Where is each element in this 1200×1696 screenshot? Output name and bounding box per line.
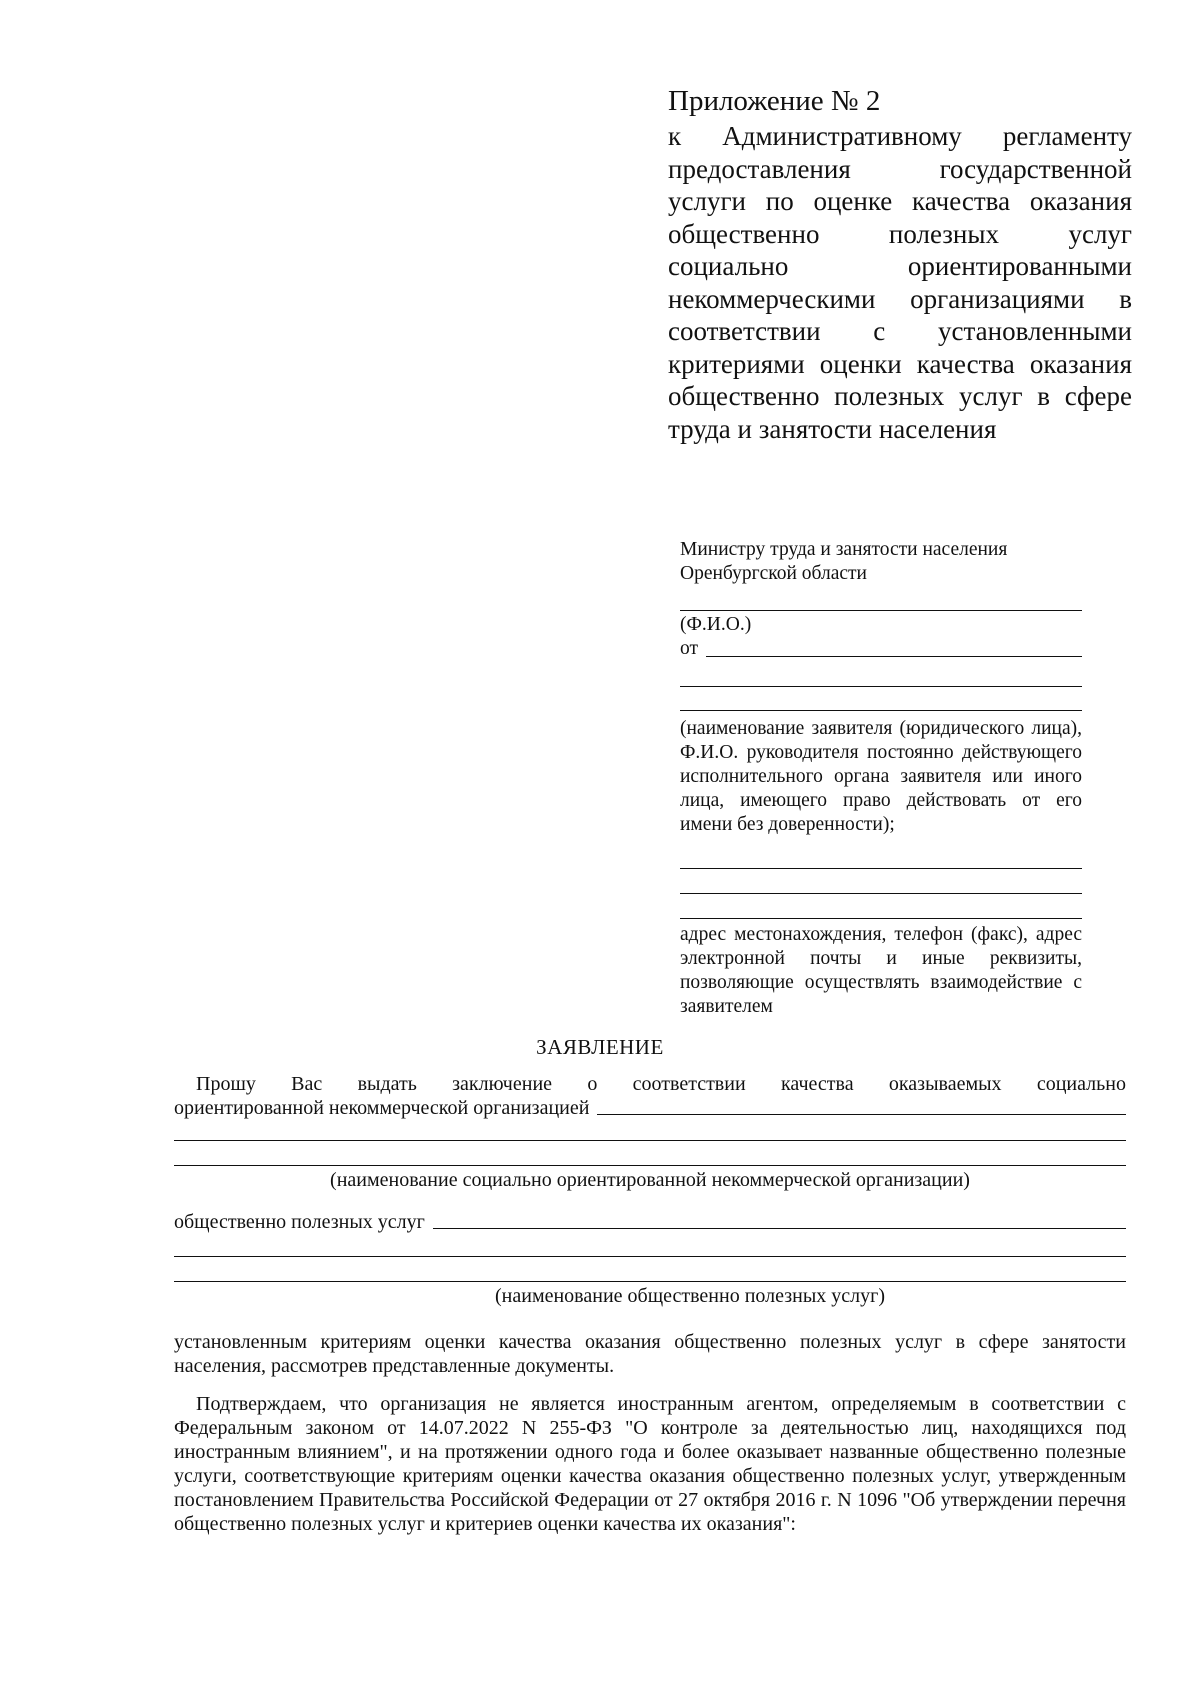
criteria-block [174,1330,1126,1378]
from-label: от [680,638,699,659]
address-block [680,868,1082,1019]
services-label: общественно полезных услуг [174,1211,425,1233]
org-blank-line-3 [174,1165,1126,1166]
address-blank-line-3 [680,918,1082,919]
address-blank-line-2 [680,893,1082,894]
addressee-minister [680,538,1082,586]
addressee-line-2: Оренбургской области [680,563,867,584]
address-blank-line-1 [680,868,1082,869]
services-blank-line-1 [433,1228,1126,1229]
services-caption: (наименование общественно полезных услуг) [495,1285,885,1307]
org-caption: (наименование социально ориентированной некоммерческой организации) [330,1169,970,1191]
applicant-blank-line-1 [680,686,1082,687]
from-row [680,637,1082,661]
org-blank-line-1 [597,1114,1126,1115]
applicant-blank-line-2 [680,710,1082,711]
statement-title: ЗАЯВЛЕНИЕ [536,1035,664,1059]
address-caption: адрес местонахождения, телефон (факс), адрес электронной почты и иные реквизиты, позволяющие осуществлять взаимодействие с заявителем [680,924,1082,1017]
org-blank-line-2 [174,1140,1126,1141]
appendix-text: к Административному регламенту предоставления государственной услуги по оценке качества оказания общественно полезных услуг социально ориентированными некоммерческими организациями в соответствии с установленными критериями оценки качества оказания общественно полезных услуг в сфере труда и занятости населения [668,121,1132,444]
confirm-block [174,1392,1126,1536]
services-blank-line-2 [174,1256,1126,1257]
services-block [174,1210,1126,1308]
appendix-header [668,84,1132,445]
from-blank-line [706,656,1082,657]
services-blank-line-3 [174,1281,1126,1282]
fio-caption: (Ф.И.О.) [680,614,752,635]
applicant-block [680,686,1082,837]
request-line-2: ориентированной некоммерческой организацией [174,1097,590,1119]
fio-blank-line [680,610,1082,611]
addressee-line-1: Министру труда и занятости населения [680,539,1008,560]
fio-block [680,610,1082,661]
request-block [174,1072,1126,1192]
criteria-text: установленным критериям оценки качества оказания общественно полезных услуг в сфере занятости населения, рассмотрев представленные документы. [174,1331,1126,1377]
org-row [174,1096,1126,1120]
applicant-caption: (наименование заявителя (юридического лица), Ф.И.О. руководителя постоянно действующего исполнительного органа заявителя или иного лица, имеющего право действовать от его имени без доверенности); [680,718,1082,835]
services-row [174,1210,1126,1234]
confirm-text: Подтверждаем, что организация не является иностранным агентом, определяемым в соответствии с Федеральным законом от 14.07.2022 N 255-ФЗ "О контроле за деятельностью лиц, находящихся под иностранным влиянием", и на протяжении одного года и более оказывает названные общественно полезные услуги, соответствующие критериям оценки качества оказания общественно полезных услуг, утвержденным постановлением Правительства Российской Федерации от 27 октября 2016 г. N 1096 "Об утверждении перечня общественно полезных услуг и критериев оценки качества их оказания": [174,1393,1126,1535]
appendix-title: Приложение № 2 [668,85,881,117]
request-line-1: Прошу Вас выдать заключение о соответствии качества оказываемых социально [196,1073,1126,1095]
